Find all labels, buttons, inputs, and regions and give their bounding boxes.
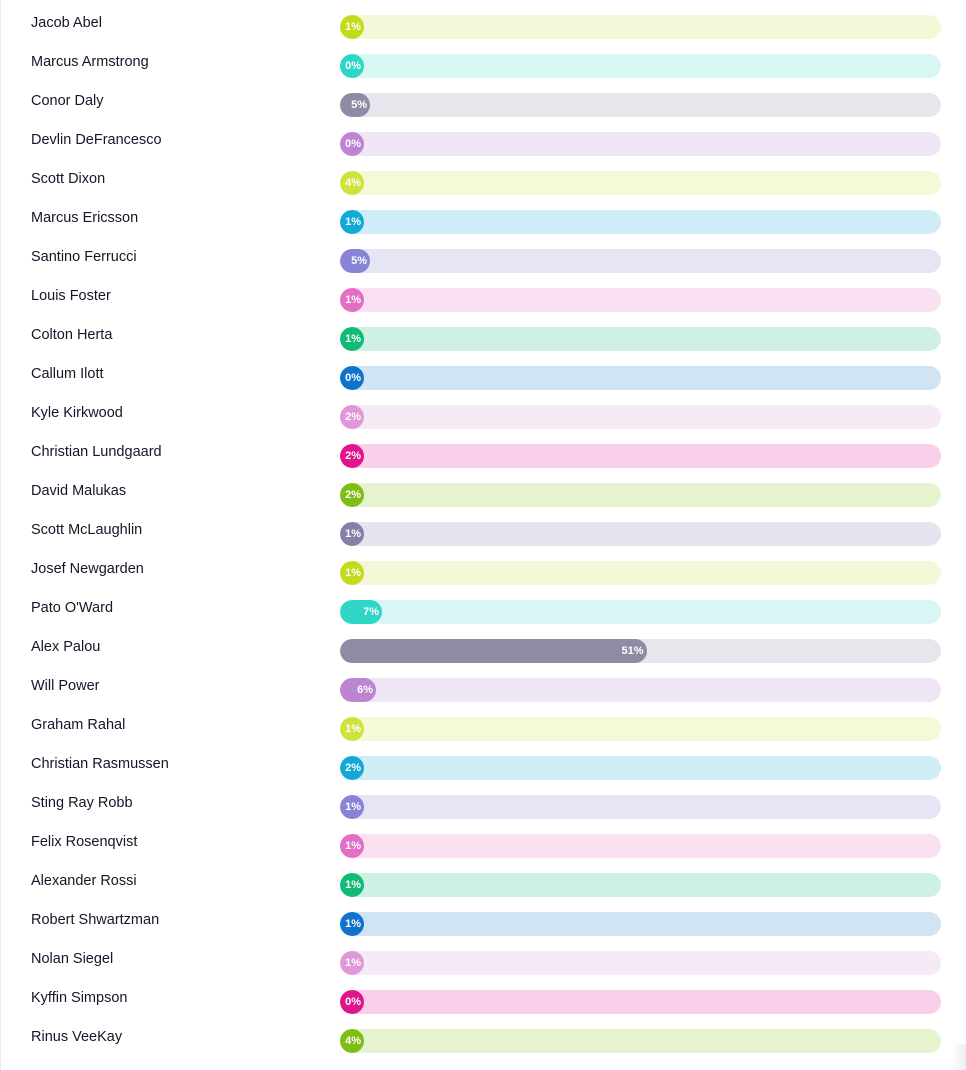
bar-track — [340, 444, 941, 468]
bar-track — [340, 1029, 941, 1053]
chart-row — [0, 125, 966, 164]
chart-row — [0, 944, 966, 983]
category-label: Graham Rahal — [31, 717, 126, 733]
bar — [340, 678, 376, 702]
bar-track — [340, 756, 941, 780]
bar-chart — [0, 8, 966, 1061]
chart-row — [0, 632, 966, 671]
data-label: 1% — [345, 21, 361, 33]
bar-track — [340, 54, 941, 78]
category-label: Santino Ferrucci — [31, 249, 137, 265]
chart-row — [0, 320, 966, 359]
bar-track — [340, 912, 941, 936]
chart-row — [0, 788, 966, 827]
chart-row — [0, 710, 966, 749]
data-label: 0% — [345, 996, 361, 1008]
chart-row — [0, 437, 966, 476]
bar-track — [340, 873, 941, 897]
data-label: 2% — [345, 411, 361, 423]
category-label: Marcus Ericsson — [31, 210, 139, 226]
data-label: 0% — [345, 60, 361, 72]
bar-track — [340, 678, 941, 702]
data-label: 1% — [345, 528, 361, 540]
data-label: 4% — [345, 177, 362, 189]
category-label: Sting Ray Robb — [31, 795, 133, 811]
category-label: Scott McLaughlin — [31, 522, 143, 538]
bar — [340, 951, 364, 975]
chart-row — [0, 866, 966, 905]
bar — [340, 405, 364, 429]
bar-track — [340, 990, 941, 1014]
category-label: Jacob Abel — [31, 15, 102, 31]
data-label: 1% — [345, 840, 361, 852]
bar-track — [340, 405, 941, 429]
chart-row — [0, 827, 966, 866]
bar — [340, 717, 364, 741]
data-label: 1% — [345, 723, 361, 735]
category-label: Alexander Rossi — [31, 873, 137, 889]
category-label: David Malukas — [31, 483, 127, 499]
bar-track — [340, 522, 941, 546]
category-label: Callum Ilott — [31, 366, 104, 382]
bar — [340, 795, 364, 819]
chart-row — [0, 983, 966, 1022]
bar — [340, 834, 364, 858]
category-label: Kyffin Simpson — [31, 990, 128, 1006]
bar — [340, 990, 364, 1014]
category-label: Louis Foster — [31, 288, 111, 304]
bar-track — [340, 717, 941, 741]
data-label: 2% — [345, 489, 361, 501]
bar — [340, 93, 370, 117]
chart-row — [0, 86, 966, 125]
category-label: Colton Herta — [31, 327, 113, 343]
bar — [340, 600, 382, 624]
bar-track — [340, 639, 941, 663]
chart-row — [0, 398, 966, 437]
data-label: 4% — [345, 1035, 362, 1047]
data-label: 1% — [345, 801, 361, 813]
category-label: Robert Shwartzman — [31, 912, 160, 928]
category-label: Scott Dixon — [31, 171, 106, 187]
bar — [340, 561, 364, 585]
category-label: Pato O'Ward — [31, 600, 114, 616]
data-label: 2% — [345, 450, 361, 462]
chart-row — [0, 1022, 966, 1061]
bar — [340, 54, 364, 78]
data-label: 6% — [357, 684, 374, 696]
chart-row — [0, 671, 966, 710]
chart-row — [0, 203, 966, 242]
chart-row — [0, 515, 966, 554]
chart-row — [0, 476, 966, 515]
bar-track — [340, 249, 941, 273]
data-label: 2% — [345, 762, 361, 774]
category-label: Kyle Kirkwood — [31, 405, 123, 421]
bar-track — [340, 366, 941, 390]
data-label: 1% — [345, 333, 361, 345]
bar — [340, 132, 364, 156]
bar-track — [340, 171, 941, 195]
bar — [340, 483, 364, 507]
data-label: 5% — [351, 255, 368, 267]
chart-row — [0, 905, 966, 944]
bar — [340, 756, 364, 780]
chart-row — [0, 359, 966, 398]
bar — [340, 444, 364, 468]
bar-track — [340, 93, 941, 117]
category-label: Marcus Armstrong — [31, 54, 149, 70]
bar-track — [340, 483, 941, 507]
bar — [340, 366, 364, 390]
bar — [340, 912, 364, 936]
bar-track — [340, 15, 941, 39]
data-label: 5% — [351, 99, 368, 111]
data-label: 0% — [345, 138, 361, 150]
data-label: 1% — [345, 216, 361, 228]
data-label: 1% — [345, 957, 361, 969]
data-label: 1% — [345, 294, 361, 306]
bar-track — [340, 951, 941, 975]
chart-row — [0, 164, 966, 203]
category-label: Conor Daly — [31, 93, 104, 109]
bar — [340, 1029, 364, 1053]
data-label: 0% — [345, 372, 361, 384]
chart-row — [0, 593, 966, 632]
bar — [340, 327, 364, 351]
bar — [340, 288, 364, 312]
bar — [340, 210, 364, 234]
bar — [340, 522, 364, 546]
bar-track — [340, 210, 941, 234]
data-label: 7% — [363, 606, 380, 618]
data-label: 51% — [621, 645, 644, 657]
category-label: Will Power — [31, 678, 100, 694]
chart-row — [0, 749, 966, 788]
bar-track — [340, 132, 941, 156]
bar-track — [340, 834, 941, 858]
data-label: 1% — [345, 879, 361, 891]
category-label: Josef Newgarden — [31, 561, 144, 577]
category-label: Devlin DeFrancesco — [31, 132, 162, 148]
chart-row — [0, 8, 966, 47]
category-label: Felix Rosenqvist — [31, 834, 138, 850]
bar-track — [340, 561, 941, 585]
data-label: 1% — [345, 567, 361, 579]
bar-track — [340, 600, 941, 624]
category-label: Christian Rasmussen — [31, 756, 169, 772]
bar-track — [340, 327, 941, 351]
category-label: Alex Palou — [31, 639, 101, 655]
bar — [340, 15, 364, 39]
bar — [340, 873, 364, 897]
data-label: 1% — [345, 918, 361, 930]
chart-row — [0, 47, 966, 86]
chart-row — [0, 554, 966, 593]
bar — [340, 171, 364, 195]
bar-track — [340, 288, 941, 312]
category-label: Rinus VeeKay — [31, 1029, 123, 1045]
category-label: Christian Lundgaard — [31, 444, 162, 460]
chart-row — [0, 242, 966, 281]
bar — [340, 249, 370, 273]
bar-track — [340, 795, 941, 819]
chart-row — [0, 281, 966, 320]
bar — [340, 639, 647, 663]
category-label: Nolan Siegel — [31, 951, 114, 967]
